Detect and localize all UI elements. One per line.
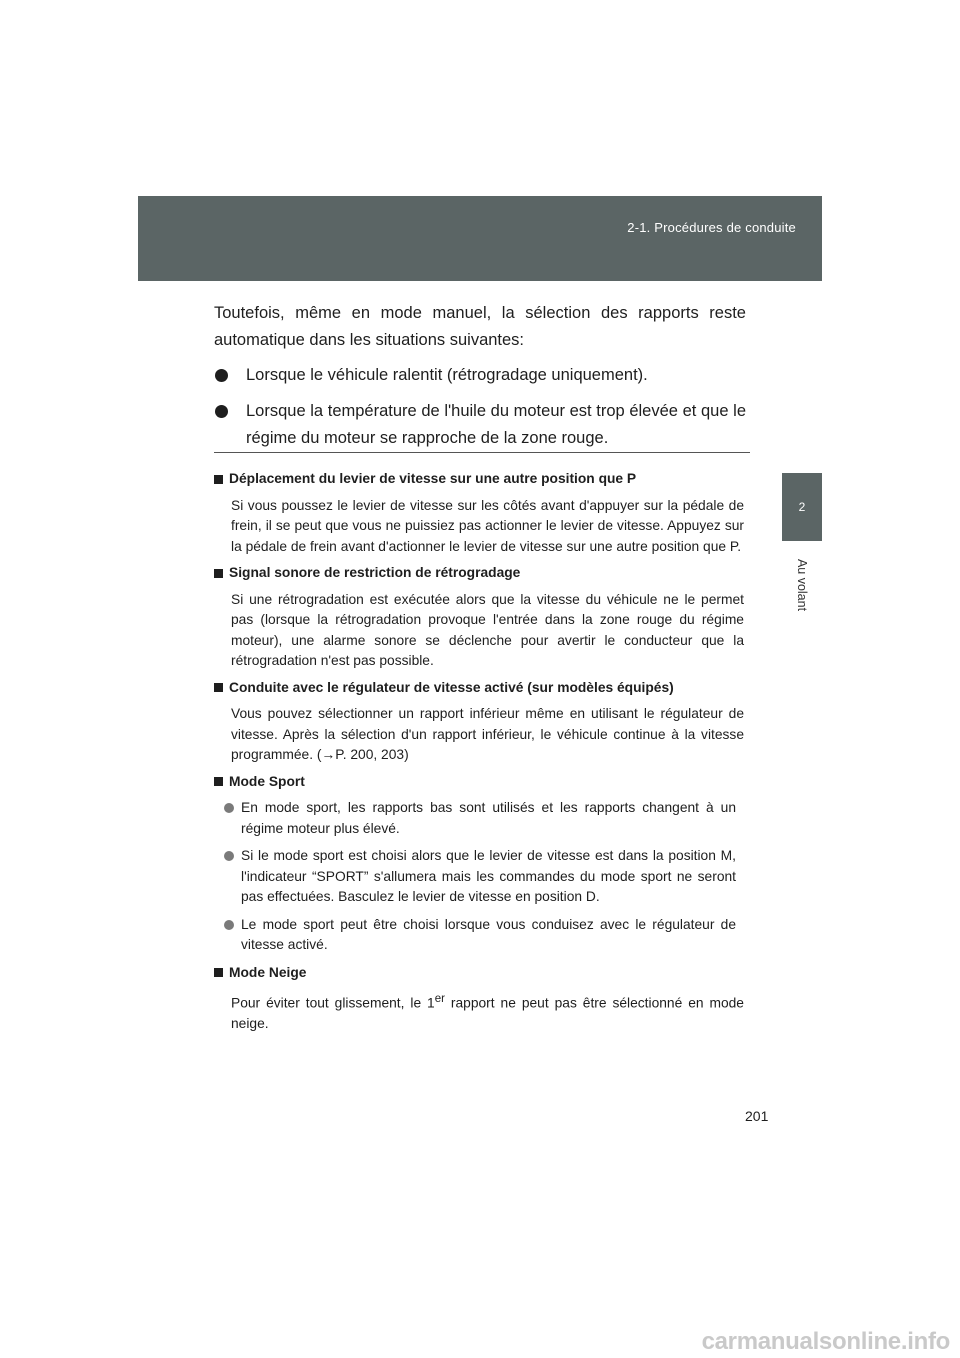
note-bullet bbox=[214, 915, 744, 956]
bullet-dot-icon bbox=[224, 851, 234, 861]
square-bullet-icon bbox=[214, 569, 223, 578]
note-body-part: rapport ne peut pas être sélectionné en mode neige. bbox=[231, 995, 744, 1032]
chapter-side-label-text: Au volant bbox=[795, 558, 809, 612]
intro-bullet bbox=[214, 398, 746, 452]
note-heading bbox=[214, 469, 744, 490]
note-section bbox=[214, 678, 744, 766]
note-bullet-text: Si le mode sport est choisi alors que le levier de vitesse est dans la position M, l'indicateur “SPORT” s'allumera mais les commandes du mode sport ne seront pas effectuées. Basculez le levier de vitesse en position D. bbox=[241, 848, 736, 904]
note-section bbox=[214, 563, 744, 672]
page-number: 201 bbox=[745, 1108, 769, 1124]
note-bullet-text: Le mode sport peut être choisi lorsque vous conduisez avec le régulateur de vitesse activé. bbox=[241, 916, 736, 952]
note-heading-text: Signal sonore de restriction de rétrogradage bbox=[229, 565, 521, 580]
note-section bbox=[214, 772, 744, 956]
intro-paragraph: Toutefois, même en mode manuel, la sélection des rapports reste automatique dans les situations suivantes: bbox=[214, 304, 746, 349]
chapter-header bbox=[138, 196, 822, 281]
chapter-number-tab: 2 bbox=[782, 473, 822, 541]
note-body bbox=[214, 989, 744, 1035]
note-section bbox=[214, 963, 744, 1035]
intro-bullet bbox=[214, 362, 746, 389]
intro-block bbox=[214, 300, 746, 461]
section-divider bbox=[214, 452, 750, 453]
note-body: Si vous poussez le levier de vitesse sur les côtés avant d'appuyer sur la pédale de frein, il se peut que vous ne puissiez pas actionner le levier de vitesse. Appuyez sur la pédale de frein avant d'actionner le levier de vitesse sur une autre position que P. bbox=[231, 497, 744, 554]
intro-bullet-text: Lorsque le véhicule ralentit (rétrogradage uniquement). bbox=[246, 366, 648, 384]
square-bullet-icon bbox=[214, 475, 223, 484]
note-body: Vous pouvez sélectionner un rapport inférieur même en utilisant le régulateur de vitesse. Après la sélection d'un rapport inférieur, le véhicule continue à la vitesse programmée. (→P. 200, 203) bbox=[231, 706, 744, 762]
note-bullet bbox=[214, 798, 744, 839]
chapter-side-label bbox=[782, 545, 822, 625]
bullet-dot-icon bbox=[224, 803, 234, 813]
bullet-dot-icon bbox=[215, 405, 228, 418]
note-section bbox=[214, 469, 744, 557]
watermark[interactable]: carmanualsonline.info bbox=[701, 1328, 950, 1355]
note-heading-text: Déplacement du levier de vitesse sur une autre position que P bbox=[229, 471, 637, 486]
chapter-title: 2-1. Procédures de conduite bbox=[627, 220, 796, 235]
notes-block bbox=[214, 469, 744, 1041]
note-heading bbox=[214, 963, 744, 984]
note-body-part: Pour éviter tout glissement, le 1 bbox=[231, 995, 435, 1011]
note-bullet-text: En mode sport, les rapports bas sont utilisés et les rapports changent à un régime moteur plus élevé. bbox=[241, 800, 736, 836]
square-bullet-icon bbox=[214, 968, 223, 977]
square-bullet-icon bbox=[214, 683, 223, 692]
note-bullet bbox=[214, 846, 744, 908]
bullet-dot-icon bbox=[224, 920, 234, 930]
intro-bullet-text: Lorsque la température de l'huile du moteur est trop élevée et que le régime du moteur se rapproche de la zone rouge. bbox=[246, 402, 746, 447]
note-body: Si une rétrogradation est exécutée alors que la vitesse du véhicule ne le permet pas (lorsque la rétrogradation provoque l'entrée dans la zone rouge du régime moteur), une alarme sonore se déclenche pour avertir le conducteur que la rétrogradation n'est pas possible. bbox=[231, 591, 744, 668]
note-heading-text: Conduite avec le régulateur de vitesse activé (sur modèles équipés) bbox=[229, 679, 674, 695]
note-heading bbox=[214, 563, 744, 584]
note-heading-text: Mode Neige bbox=[229, 964, 307, 980]
note-heading-text: Mode Sport bbox=[229, 773, 305, 789]
note-heading bbox=[214, 678, 744, 699]
note-heading bbox=[214, 772, 744, 793]
square-bullet-icon bbox=[214, 777, 223, 786]
bullet-dot-icon bbox=[215, 369, 228, 382]
ordinal-superscript: er bbox=[434, 993, 445, 1005]
